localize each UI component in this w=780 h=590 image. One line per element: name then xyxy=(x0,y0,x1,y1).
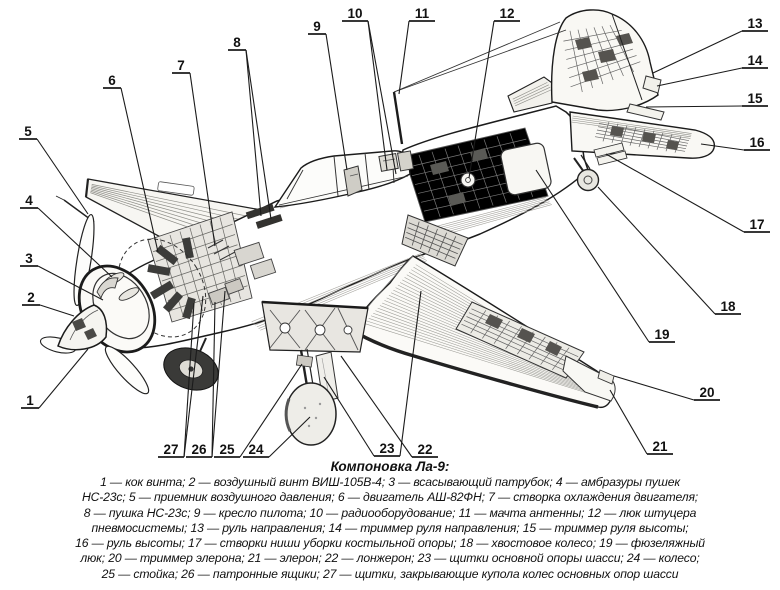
leader-line xyxy=(121,88,158,252)
figure-title: Компоновка Ла-9: xyxy=(330,459,450,474)
leader-line xyxy=(536,170,649,342)
leader-line xyxy=(399,21,409,94)
callout-number: 9 xyxy=(313,19,321,34)
callout-number: 3 xyxy=(25,251,33,266)
leader-line xyxy=(38,208,112,277)
leader-line xyxy=(326,34,347,170)
callout-number: 7 xyxy=(177,58,185,73)
legend-line: 1 — кок винта; 2 — воздушный винт ВИШ-105В-4; 3 — всасывающий патрубок; 4 — амбразуры пушек xyxy=(100,475,680,489)
callout-number: 13 xyxy=(747,16,763,31)
leader-line xyxy=(39,349,88,408)
callout-number: 25 xyxy=(219,442,235,457)
stabilizer-and-elevator xyxy=(570,104,714,158)
callout-number: 18 xyxy=(720,299,736,314)
callout-number: 17 xyxy=(749,217,765,232)
callout-number: 12 xyxy=(499,6,515,21)
callout-number: 2 xyxy=(27,290,35,305)
leader-line xyxy=(40,305,74,316)
leader-line xyxy=(368,21,387,170)
leader-line xyxy=(37,139,88,214)
legend xyxy=(0,457,780,582)
callout-number: 14 xyxy=(747,53,763,68)
legend-line: НС-23с; 5 — приемник воздушного давления; 6 — двигатель АШ-82ФН; 7 — створка охлаждения двигателя; xyxy=(81,490,699,505)
callout-number: 23 xyxy=(379,441,395,456)
pneumatic-hatch xyxy=(461,173,475,187)
callout-number: 27 xyxy=(163,442,179,457)
fuselage-hatch xyxy=(500,142,553,196)
callout-number: 15 xyxy=(747,91,763,106)
callout-number: 5 xyxy=(24,124,32,139)
spinner xyxy=(58,305,107,350)
leader-line xyxy=(606,154,744,232)
callout-number: 10 xyxy=(347,6,363,21)
callout-number: 11 xyxy=(414,6,430,21)
legend-line: люк; 20 — триммер элерона; 21 — элерон; 22 — лонжерон; 23 — щитки основной опоры шасси; 24 — колесо; xyxy=(80,551,700,566)
legend-line: 16 — руль высоты; 17 — створки ниши уборки костыльной опоры; 18 — хвостовое колесо; 19 — фюзеляжный xyxy=(75,536,705,551)
callout-number: 4 xyxy=(25,193,33,208)
leader-line xyxy=(646,106,742,107)
leader-line xyxy=(657,68,742,86)
legend-line: пневмосистемы; 13 — руль направления; 14 — триммер руля направления; 15 — триммер руля высоты; xyxy=(91,520,689,535)
callout-number: 8 xyxy=(233,35,241,50)
main-wheel xyxy=(286,383,336,445)
leader-line xyxy=(614,376,694,400)
callout-number: 16 xyxy=(749,135,765,150)
callout-number: 26 xyxy=(191,442,207,457)
legend-line: 25 — стойка; 26 — патронные ящики; 27 — щитки, закрывающие купола колес основных опор шасси xyxy=(101,566,679,581)
callout-number: 22 xyxy=(417,442,433,457)
leader-line xyxy=(610,390,647,454)
legend-line: 8 — пушка НС-23с; 9 — кресло пилота; 10 — радиооборудование; 11 — мачта антенны; 12 — люк штуцера xyxy=(83,505,697,520)
callout-number: 6 xyxy=(108,73,116,88)
fin-and-rudder xyxy=(552,10,661,111)
leader-line xyxy=(653,31,742,73)
callout-number: 19 xyxy=(654,327,670,342)
callout-number: 24 xyxy=(248,442,264,457)
callout-number: 21 xyxy=(652,439,668,454)
leader-line xyxy=(368,21,396,174)
gear-bay-truss xyxy=(262,302,368,352)
callout-number: 1 xyxy=(26,393,34,408)
main-gear-assembly xyxy=(262,302,368,445)
callout-number: 20 xyxy=(699,385,715,400)
